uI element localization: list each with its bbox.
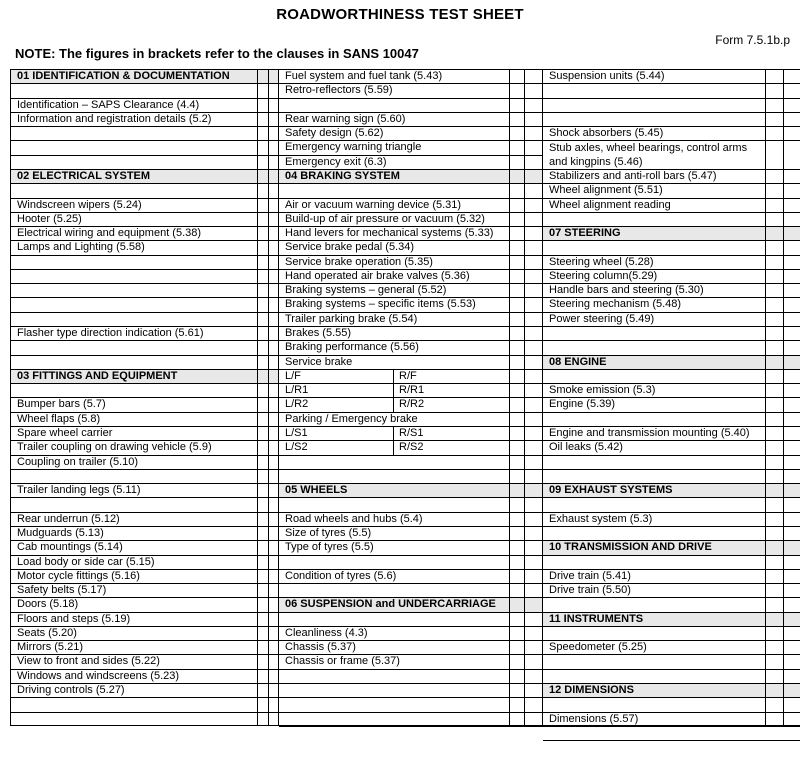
checklist-row (11, 313, 279, 327)
checklist-item-label: Chassis or frame (5.37) (285, 655, 400, 668)
checklist-row (279, 256, 543, 270)
checklist-row (279, 99, 543, 113)
checklist-item-label: Drive train (5.41) (549, 569, 631, 582)
check-column-line (268, 70, 269, 725)
checklist-item-label (279, 713, 509, 726)
checklist-item-label: Trailer parking brake (5.54) (285, 312, 418, 325)
column-middle (279, 70, 543, 725)
clause-note: NOTE: The figures in brackets refer to the clauses in SANS 10047 (15, 46, 419, 61)
checklist-item-label (279, 698, 509, 711)
checklist-row (543, 341, 800, 355)
checklist-item-label (11, 698, 257, 711)
checklist-row (11, 156, 279, 170)
checklist-row (279, 113, 543, 127)
checklist-item-label (11, 84, 257, 97)
checklist-item-label: View to front and sides (5.22) (17, 655, 160, 668)
checklist-row (543, 384, 800, 398)
checklist-row (11, 484, 279, 498)
checklist-row (279, 541, 543, 555)
checklist-item-label: L/S2 (285, 441, 308, 454)
section-heading-row (279, 170, 543, 184)
checklist-row (543, 598, 800, 612)
checklist-row (543, 441, 800, 455)
checklist-item-label: L/F (285, 369, 301, 382)
checklist-row (11, 327, 279, 341)
checklist-row (279, 641, 543, 655)
checklist-item-label (543, 655, 765, 668)
section-heading: 07 STEERING (549, 227, 621, 240)
checklist-item-label: L/R2 (285, 398, 309, 411)
checklist-item-label (279, 556, 509, 569)
section-heading: 10 TRANSMISSION AND DRIVE (549, 541, 712, 554)
checklist-item-label: Engine (5.39) (549, 398, 616, 411)
section-heading-row (543, 227, 800, 241)
column-left (11, 70, 279, 725)
checklist-row (11, 598, 279, 612)
checklist-item-label (11, 156, 257, 169)
checklist-row (279, 398, 543, 412)
checklist-row (279, 127, 543, 141)
checklist-row (11, 541, 279, 555)
checklist-row (279, 298, 543, 312)
checklist-row (279, 584, 543, 598)
checklist-row (279, 70, 543, 84)
section-heading-row (543, 484, 800, 498)
checklist-row (11, 284, 279, 298)
checklist-item-label: Steering column(5.29) (549, 269, 658, 282)
checklist-item-label: Identification – SAPS Clearance (4.4) (17, 98, 200, 111)
checklist-row (11, 356, 279, 370)
checklist-item-label: Flasher type direction indication (5.61) (17, 327, 204, 340)
check-column-line (257, 70, 258, 725)
checklist-item-label: Hooter (5.25) (17, 212, 82, 225)
checklist-row (11, 113, 279, 127)
checklist-row (279, 556, 543, 570)
section-heading-row (11, 370, 279, 384)
checklist-item-label: Rear warning sign (5.60) (285, 112, 406, 125)
checklist-row (543, 556, 800, 570)
checklist-item-label (543, 327, 765, 340)
checklist-row (279, 470, 543, 484)
checklist-item-label: Fuel system and fuel tank (5.43) (285, 70, 443, 82)
checklist-item-label: Service brake operation (5.35) (285, 255, 433, 268)
checklist-item-label: Type of tyres (5.5) (285, 541, 374, 554)
checklist-row (11, 199, 279, 213)
checklist-item-label: Mirrors (5.21) (17, 641, 84, 654)
checklist-item-label (543, 413, 765, 426)
checklist-row (543, 456, 800, 470)
checklist-item-label (543, 341, 765, 354)
checklist-item-label: Condition of tyres (5.6) (285, 569, 397, 582)
checklist-item-label: Air or vacuum warning device (5.31) (285, 198, 462, 211)
checklist-row (543, 641, 800, 655)
checklist-row (11, 655, 279, 669)
checklist-row (543, 270, 800, 284)
checklist-item-label: Braking performance (5.56) (285, 341, 419, 354)
check-column-line (783, 70, 784, 725)
checklist-item-label: Stabilizers and anti-roll bars (5.47) (549, 169, 717, 182)
checklist-item-label: Mudguards (5.13) (17, 526, 104, 539)
checklist-item-label (543, 470, 765, 483)
checklist-item-label (279, 613, 509, 626)
checklist-item-label: Trailer coupling on drawing vehicle (5.9) (17, 441, 212, 454)
checklist-item-label (543, 670, 765, 683)
checklist-row (11, 670, 279, 684)
checklist-row (543, 670, 800, 684)
checklist-item-label: Stub axles, wheel bearings, control arms and kingpins (5.46) (549, 142, 748, 169)
checklist-row (279, 213, 543, 227)
checklist-row (279, 655, 543, 669)
wheel-position-right: R/R2 (399, 398, 425, 411)
checklist-row (543, 513, 800, 527)
checklist-item-label (543, 627, 765, 640)
section-heading: 01 IDENTIFICATION & DOCUMENTATION (17, 70, 230, 82)
checklist-row (279, 698, 543, 712)
checklist-item-label: Safety belts (5.17) (17, 584, 107, 597)
checklist-row (543, 99, 800, 113)
section-heading: 08 ENGINE (549, 355, 607, 368)
checklist-row (279, 341, 543, 355)
checklist-item-label: Trailer landing legs (5.11) (17, 484, 141, 497)
checklist-row (543, 470, 800, 484)
checklist-item-label: Engine and transmission mounting (5.40) (549, 427, 750, 439)
checklist-item-label: Handle bars and steering (5.30) (549, 284, 704, 297)
checklist-row (543, 427, 800, 441)
checklist-row (11, 398, 279, 412)
checklist-item-label: Road wheels and hubs (5.4) (285, 512, 423, 525)
checklist-row (11, 527, 279, 541)
checklist-row (11, 413, 279, 427)
checklist-item-label (543, 698, 765, 711)
checklist-row (11, 341, 279, 355)
checklist-row (543, 141, 800, 170)
checklist-row (543, 184, 800, 198)
checklist-item-label (11, 127, 257, 140)
checklist-item-label: Cab mountings (5.14) (17, 541, 123, 554)
checklist-item-label: Emergency warning triangle (285, 141, 422, 154)
checklist-item-label (543, 527, 765, 540)
checklist-item-label (543, 498, 765, 511)
checklist-item-label (11, 284, 257, 297)
checklist-row (279, 627, 543, 641)
check-column-line (509, 70, 510, 725)
check-column-line (524, 70, 525, 725)
checklist-item-label: Windows and windscreens (5.23) (17, 669, 180, 682)
checklist-item-label: Hand operated air brake valves (5.36) (285, 269, 470, 282)
checklist-row (279, 370, 543, 384)
checklist-row (279, 670, 543, 684)
checklist-item-label: Steering mechanism (5.48) (549, 298, 682, 311)
checklist-item-label: Floors and steps (5.19) (17, 612, 131, 625)
checklist-row (279, 441, 543, 455)
section-heading-row (543, 356, 800, 370)
checklist-row (11, 456, 279, 470)
checklist-row (11, 127, 279, 141)
section-heading: 12 DIMENSIONS (549, 684, 634, 697)
checklist-row (279, 513, 543, 527)
checklist-row (543, 70, 800, 84)
checklist-item-label: Parking / Emergency brake (285, 412, 418, 425)
checklist-item-label (11, 313, 257, 326)
checklist-row (11, 698, 279, 712)
checklist-item-label: Emergency exit (6.3) (285, 155, 387, 168)
checklist-row (543, 584, 800, 598)
checklist-row (543, 655, 800, 669)
checklist-row (11, 227, 279, 241)
checklist-row (543, 698, 800, 712)
section-heading-row (11, 170, 279, 184)
checklist-item-label: Build-up of air pressure or vacuum (5.32) (285, 212, 485, 225)
checklist-item-label: Brakes (5.55) (285, 327, 352, 340)
checklist-item-label: Windscreen wipers (5.24) (17, 198, 142, 211)
section-heading: 02 ELECTRICAL SYSTEM (17, 169, 151, 182)
check-column-line (765, 70, 766, 725)
checklist-row (11, 584, 279, 598)
checklist-item-label: Drive train (5.50) (549, 584, 631, 597)
checklist-row (11, 270, 279, 284)
sheet-title: ROADWORTHINESS TEST SHEET (276, 6, 524, 23)
section-heading-row (543, 613, 800, 627)
checklist-row (11, 556, 279, 570)
checklist-row (279, 313, 543, 327)
checklist-item-label: Suspension units (5.44) (549, 70, 665, 82)
checklist-row (279, 284, 543, 298)
checklist-item-label: Rear underrun (5.12) (17, 512, 120, 525)
checklist-row (279, 498, 543, 512)
checklist-item-label: Braking systems – general (5.52) (285, 284, 447, 297)
checklist-item-label: Driving controls (5.27) (17, 684, 125, 697)
checklist-row (543, 256, 800, 270)
checklist-item-label: Motor cycle fittings (5.16) (17, 569, 140, 582)
checklist-row (11, 298, 279, 312)
checklist-item-label: Cleanliness (4.3) (285, 626, 368, 639)
checklist-item-label: Service brake (285, 355, 353, 368)
checklist-item-label (279, 184, 509, 197)
checklist-item-label (11, 141, 257, 154)
checklist-row (279, 227, 543, 241)
checklist-row (11, 498, 279, 512)
checklist-row (543, 127, 800, 141)
checklist-row (543, 570, 800, 584)
checklist-item-label: Doors (5.18) (17, 598, 79, 611)
section-heading: 03 FITTINGS AND EQUIPMENT (17, 369, 178, 382)
section-heading-row (279, 484, 543, 498)
wheel-position-right: R/R1 (399, 384, 425, 397)
checklist-item-label (279, 684, 509, 697)
checklist-row (279, 527, 543, 541)
checklist-item-label (11, 341, 257, 354)
section-heading-row (543, 541, 800, 555)
checklist-row (543, 284, 800, 298)
checklist-item-label: Oil leaks (5.42) (549, 441, 623, 454)
checklist-item-label: Service brake pedal (5.34) (285, 241, 415, 254)
checklist-row (11, 256, 279, 270)
section-heading: 09 EXHAUST SYSTEMS (549, 484, 673, 497)
form-reference: Form 7.5.1b.p (715, 33, 790, 47)
checklist-item-label (543, 99, 765, 112)
checklist-row (543, 498, 800, 512)
checklist-item-label: Coupling on trailer (5.10) (17, 455, 139, 468)
checklist-row (543, 413, 800, 427)
checklist-item-label: Exhaust system (5.3) (549, 512, 653, 525)
checklist-item-label: Wheel alignment reading (549, 198, 671, 211)
checklist-row (543, 527, 800, 541)
checklist-row (11, 513, 279, 527)
checklist-row (11, 470, 279, 484)
checklist-item-label: Lamps and Lighting (5.58) (17, 241, 145, 254)
checklist-item-label (279, 456, 509, 469)
checklist-item-label (11, 256, 257, 269)
checklist-row (279, 570, 543, 584)
checklist-item-label: Retro-reflectors (5.59) (285, 84, 393, 97)
section-heading-row (11, 70, 279, 84)
wheel-position-right: R/S2 (399, 441, 424, 454)
checklist-item-label (543, 213, 765, 226)
checklist-item-label (543, 84, 765, 97)
checklist-row (279, 456, 543, 470)
checklist-row (11, 441, 279, 455)
section-heading: 06 SUSPENSION and UNDERCARRIAGE (285, 598, 496, 611)
checklist-row (11, 684, 279, 698)
wheel-position-right: R/S1 (399, 427, 424, 439)
checklist-item-label (279, 498, 509, 511)
checklist-row (543, 313, 800, 327)
checklist-item-label (279, 99, 509, 112)
checklist-row (279, 327, 543, 341)
checklist-row (543, 170, 800, 184)
test-sheet-table (10, 69, 800, 726)
checklist-row (279, 270, 543, 284)
checklist-row (279, 613, 543, 627)
checklist-item-label (543, 241, 765, 254)
checklist-item-label: Wheel flaps (5.8) (17, 412, 101, 425)
checklist-item-label: Dimensions (5.57) (549, 712, 639, 725)
checklist-row (279, 184, 543, 198)
checklist-item-label: Wheel alignment (5.51) (549, 184, 663, 197)
checklist-row (279, 413, 543, 427)
checklist-row (11, 570, 279, 584)
checklist-item-label: Size of tyres (5.5) (285, 526, 372, 539)
checklist-item-label: Chassis (5.37) (285, 641, 356, 654)
checklist-item-label: Braking systems – specific items (5.53) (285, 298, 476, 311)
checklist-row (279, 156, 543, 170)
column-right (543, 70, 800, 725)
checklist-row (543, 627, 800, 641)
checklist-row (11, 641, 279, 655)
checklist-row (11, 241, 279, 255)
checklist-item-label (11, 298, 257, 311)
checklist-row (279, 141, 543, 155)
checklist-row (279, 427, 543, 441)
checklist-row (543, 113, 800, 127)
checklist-row (279, 713, 543, 727)
checklist-item-label (279, 470, 509, 483)
checklist-item-label: Seats (5.20) (17, 626, 77, 639)
checklist-row (11, 141, 279, 155)
wheel-position-right: R/F (399, 369, 417, 382)
checklist-row (11, 84, 279, 98)
section-heading: 11 INSTRUMENTS (549, 612, 644, 625)
checklist-item-label: Power steering (5.49) (549, 312, 655, 325)
checklist-row (543, 727, 800, 741)
checklist-row (543, 213, 800, 227)
checklist-item-label: Electrical wiring and equipment (5.38) (17, 227, 202, 240)
checklist-item-label (543, 598, 765, 611)
checklist-row (11, 384, 279, 398)
checklist-item-label (543, 370, 765, 383)
checklist-row (543, 199, 800, 213)
checklist-row (543, 370, 800, 384)
checklist-item-label (543, 113, 765, 126)
checklist-item-label: Smoke emission (5.3) (549, 384, 656, 397)
checklist-item-label (11, 356, 257, 369)
checklist-row (543, 84, 800, 98)
checklist-row (11, 613, 279, 627)
checklist-item-label (11, 270, 257, 283)
checklist-row (543, 298, 800, 312)
checklist-item-label (11, 384, 257, 397)
checklist-item-label: Hand levers for mechanical systems (5.33) (285, 227, 494, 240)
checklist-item-label (11, 470, 257, 483)
checklist-item-label: L/S1 (285, 427, 308, 439)
checklist-item-label (11, 498, 257, 511)
checklist-row (279, 356, 543, 370)
checklist-row (543, 398, 800, 412)
checklist-row (279, 684, 543, 698)
checklist-row (279, 241, 543, 255)
checklist-row (11, 99, 279, 113)
checklist-item-label: Shock absorbers (5.45) (549, 127, 664, 140)
section-heading-row (279, 598, 543, 612)
checklist-row (543, 713, 800, 727)
checklist-item-label (543, 556, 765, 569)
checklist-item-label (279, 670, 509, 683)
checklist-item-label (279, 584, 509, 597)
checklist-item-label: Steering wheel (5.28) (549, 255, 654, 268)
checklist-item-label: Spare wheel carrier (17, 427, 113, 439)
checklist-row (279, 384, 543, 398)
checklist-item-label: Speedometer (5.25) (549, 641, 647, 654)
checklist-item-label (543, 727, 765, 740)
checklist-item-label: Information and registration details (5.2) (17, 112, 212, 125)
checklist-item-label: Load body or side car (5.15) (17, 555, 155, 568)
checklist-row (11, 213, 279, 227)
checklist-row (11, 184, 279, 198)
checklist-item-label (543, 456, 765, 469)
checklist-item-label (11, 184, 257, 197)
section-heading: 04 BRAKING SYSTEM (285, 169, 400, 182)
checklist-row (279, 84, 543, 98)
section-heading-row (543, 684, 800, 698)
checklist-item-label: Safety design (5.62) (285, 127, 384, 140)
checklist-row (543, 241, 800, 255)
checklist-item-label: L/R1 (285, 384, 309, 397)
checklist-item-label: Bumper bars (5.7) (17, 398, 106, 411)
checklist-row (279, 199, 543, 213)
checklist-row (11, 427, 279, 441)
checklist-row (543, 327, 800, 341)
checklist-row (11, 627, 279, 641)
section-heading: 05 WHEELS (285, 484, 348, 497)
